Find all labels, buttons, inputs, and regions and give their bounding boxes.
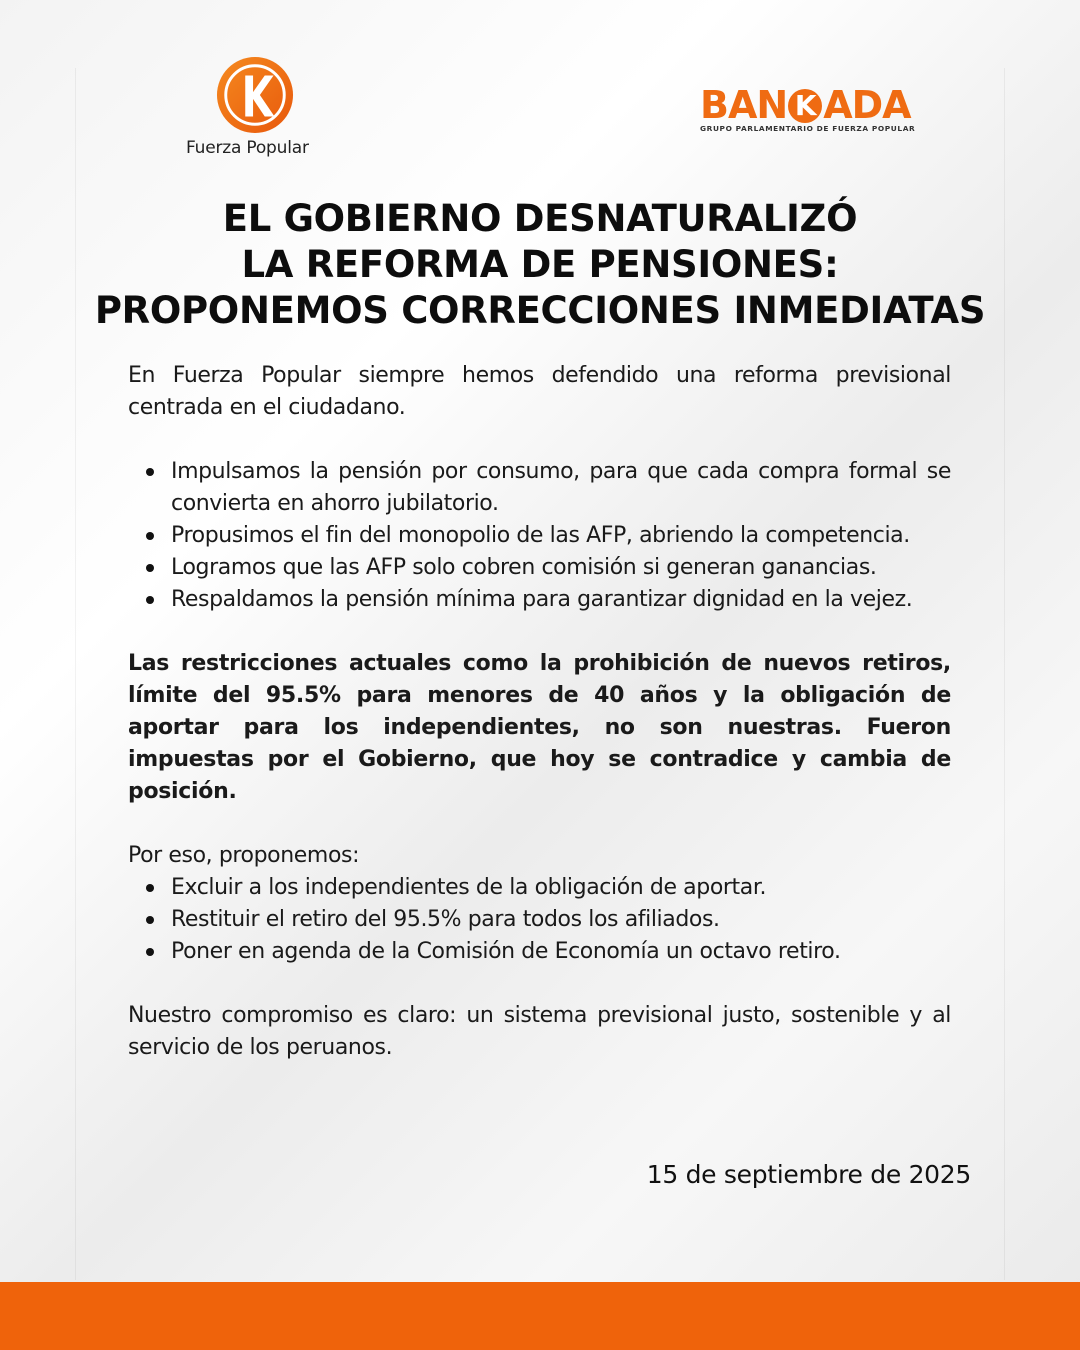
fuerza-popular-logo-text: Fuerza Popular [186, 138, 309, 158]
footer-bar [0, 1282, 1080, 1350]
headline-line: EL GOBIERNO DESNATURALIZÓ [222, 197, 858, 240]
statement-date: 15 de septiembre de 2025 [646, 1160, 971, 1189]
bankada-wordmark [700, 84, 925, 126]
statement-body [128, 360, 951, 1064]
statement-paragraph: Las restricciones actuales como la prohibición de nuevos retiros, límite del 95.5% para menores de 40 años y la obligación de aportar para los independientes, no son nuestras. Fueron impuestas por el Gobierno, que hoy se contradice y cambia de posición. [128, 651, 951, 804]
list-item: Impulsamos la pensión por consumo, para que cada compra formal se convierta en ahorro jubilatorio. [171, 456, 951, 520]
headline-line: LA REFORMA DE PENSIONES: [241, 243, 839, 286]
fuerza-popular-logo [186, 56, 326, 166]
bankada-word-end: ADA [823, 83, 911, 127]
list-item: Logramos que las AFP solo cobren comisión si generan ganancias. [171, 552, 951, 584]
headline-line: PROPONEMOS CORRECCIONES INMEDIATAS [94, 289, 986, 332]
closing-paragraph: Nuestro compromiso es claro: un sistema previsional justo, sostenible y al servicio de los peruanos. [128, 1003, 951, 1060]
headline [40, 196, 1040, 334]
bankada-logo [700, 84, 925, 140]
bankada-subtitle: GRUPO PARLAMENTARIO DE FUERZA POPULAR [700, 124, 916, 133]
proposals-intro: Por eso, proponemos: [128, 843, 360, 868]
list-item: Poner en agenda de la Comisión de Economía un octavo retiro. [171, 936, 951, 968]
intro-paragraph: En Fuerza Popular siempre hemos defendido una reforma previsional centrada en el ciudadano. [128, 363, 951, 420]
list-item: Propusimos el fin del monopolio de las AFP, abriendo la competencia. [171, 520, 951, 552]
list-item: Excluir a los independientes de la obligación de aportar. [171, 872, 951, 904]
achievements-list [128, 456, 951, 616]
bankada-word-start: BAN [700, 83, 788, 127]
list-item: Respaldamos la pensión mínima para garantizar dignidad en la vejez. [171, 584, 951, 616]
proposals-list [128, 872, 951, 968]
bankada-k-icon: K [788, 89, 822, 123]
fuerza-popular-k-icon [216, 56, 294, 134]
list-item: Restituir el retiro del 95.5% para todos los afiliados. [171, 904, 951, 936]
